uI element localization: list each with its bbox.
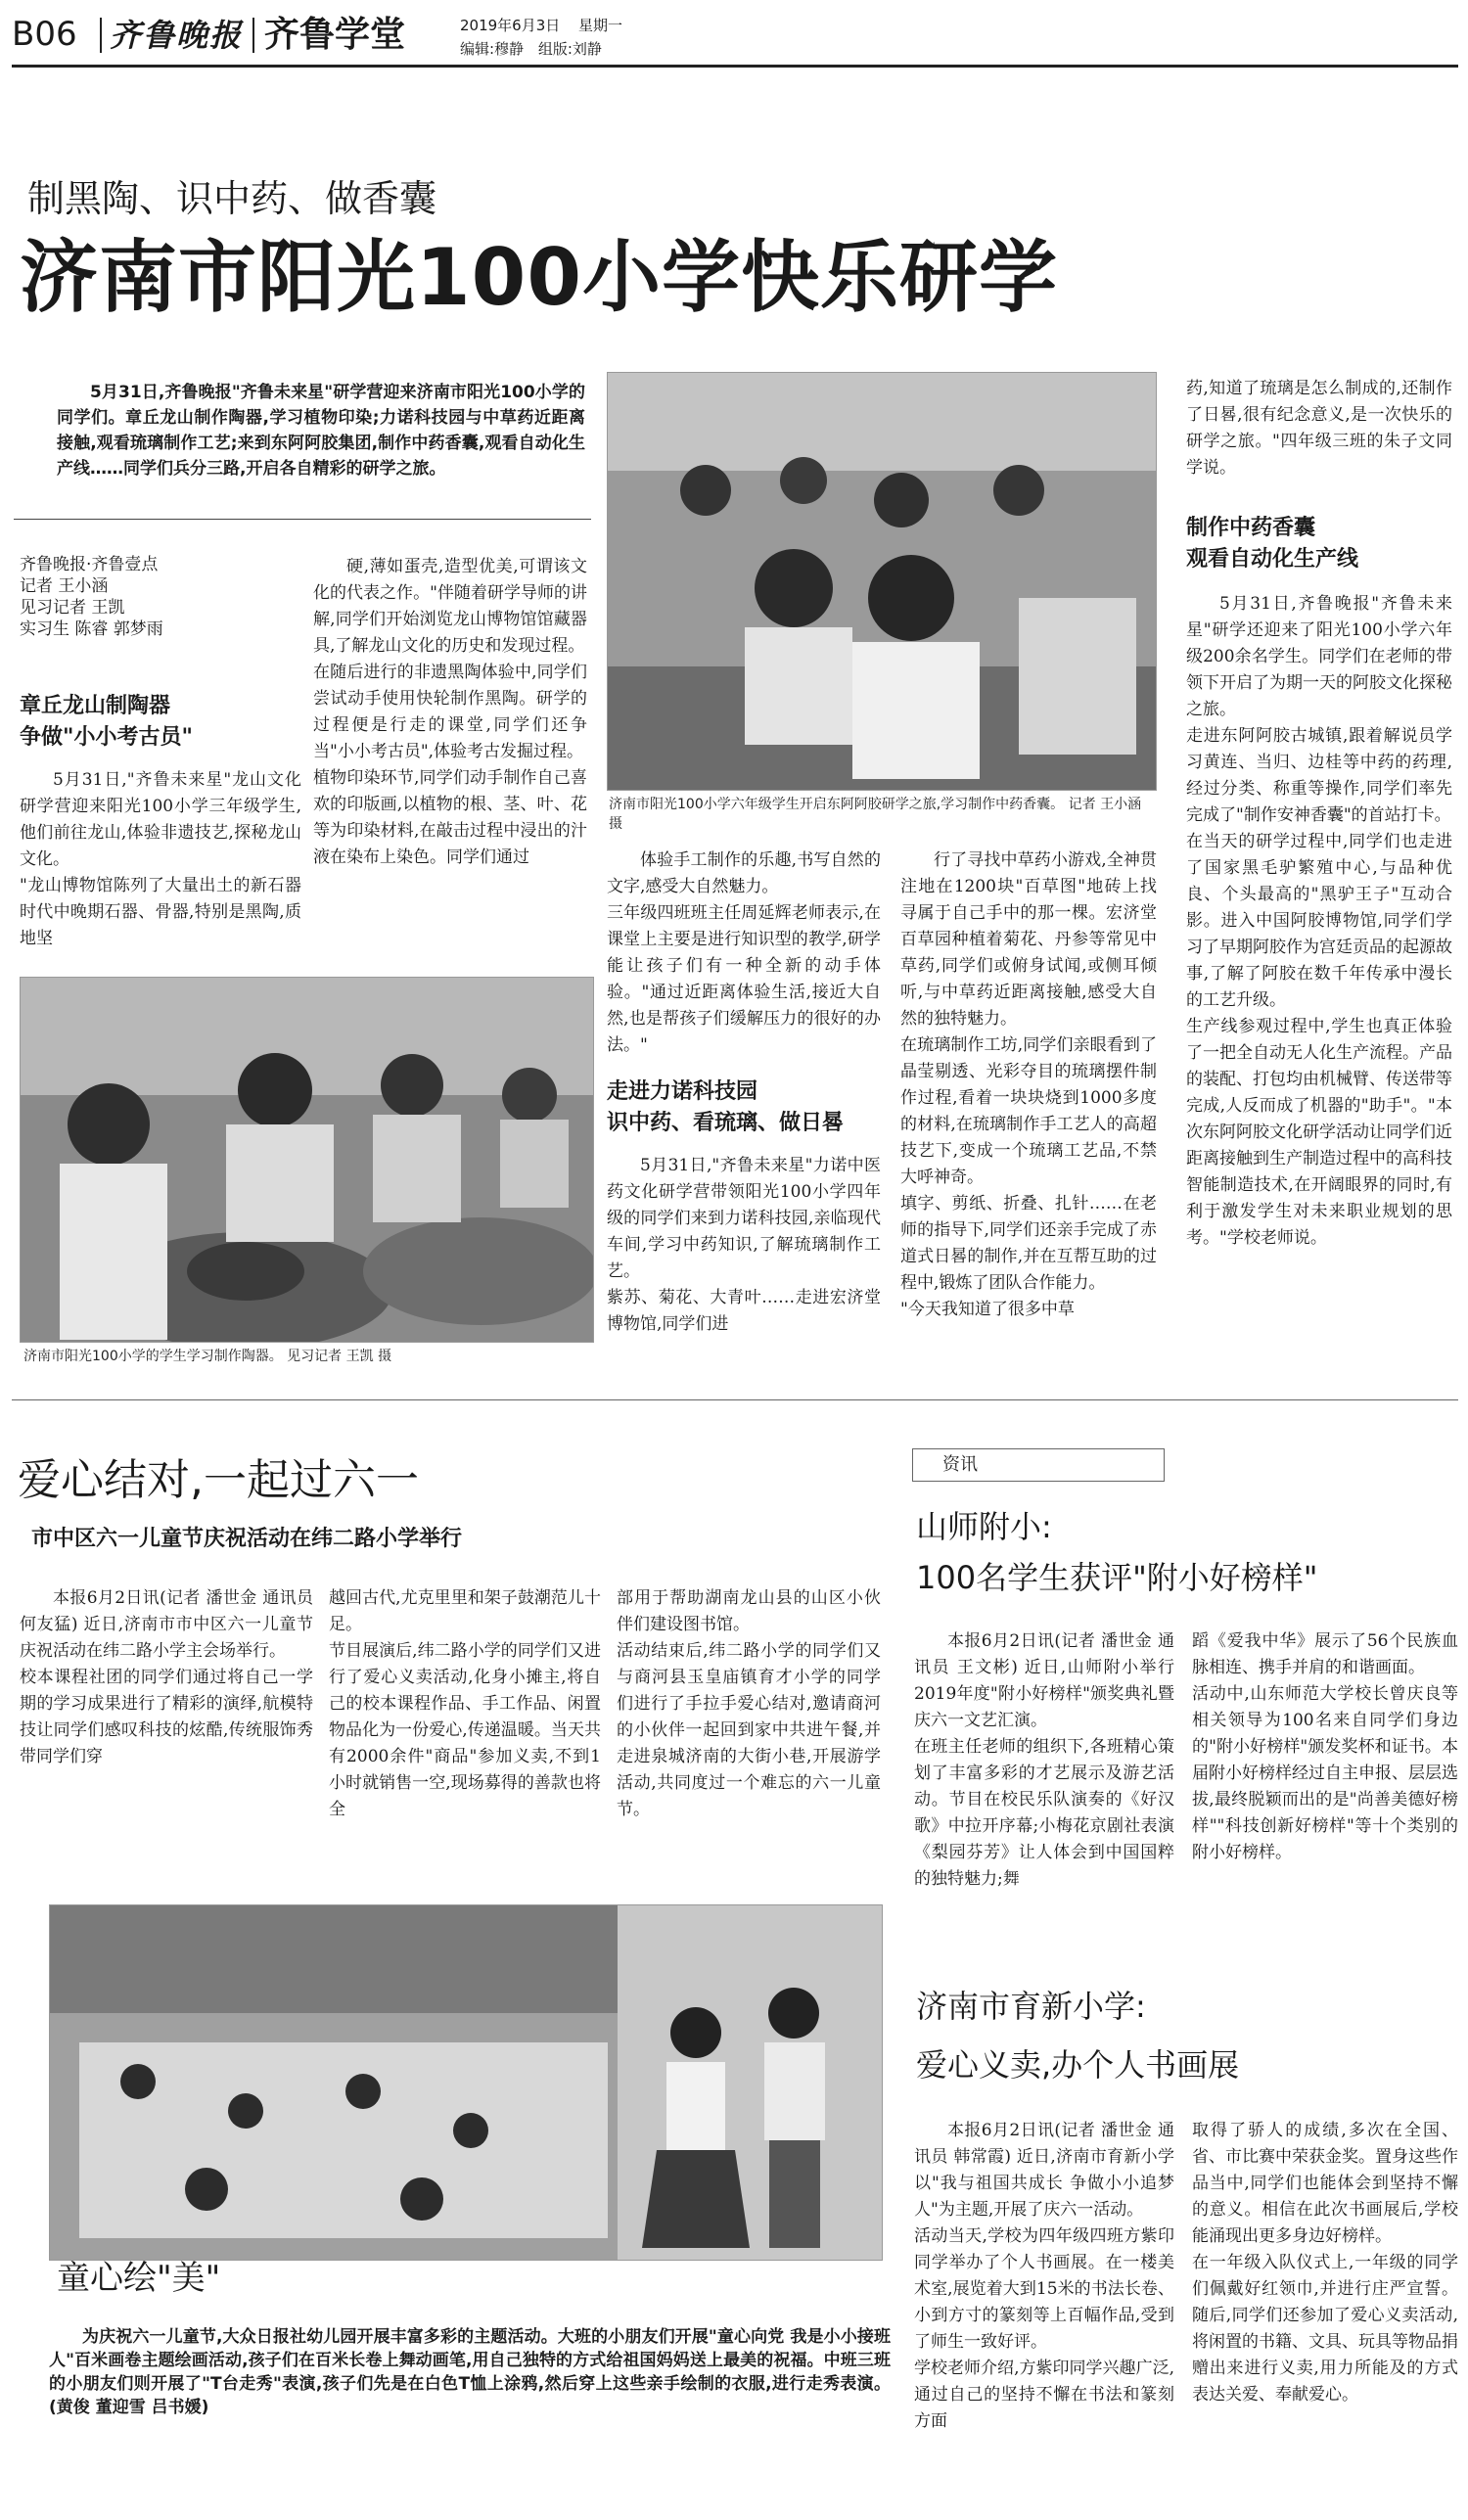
byline: 齐鲁晚报·齐鲁壹点 记者 王小涵 见习记者 王凯 实习生 陈睿 郭梦雨 (20, 555, 163, 639)
col5a-body: 药,知道了琉璃是怎么制成的,还制作了日晷,很有纪念意义,是一次快乐的研学之旅。"四年级三班的朱子文同学说。 (1186, 379, 1452, 478)
story2-col2: 越回古代,尤克里里和架子鼓潮范儿十足。 节目展演后,纬二路小学的同学们又进行了爱心义卖活动,化身小摊主,将自己的校本课程作品、手工作品、闲置物品化为一份爱心,传递温暖。当天共有2000余件"商品"参加义卖,不到1小时就销售一空,现场募得的善款也将全 (329, 1588, 601, 1819)
editor: 编辑:穆静 (460, 40, 525, 58)
news1-col1: 本报6月2日讯(记者 潘世金 通讯员 王文彬) 近日,山师附小举行2019年度"附小好榜样"颁奖典礼暨庆六一文艺汇演。 在班主任老师的组织下,各班精心策划了丰富多彩的才艺展示及游艺活动。节目在校民乐队演奏的《好汉歌》中拉开序幕;小梅花京剧社表演《梨园芬芳》让人体会到中国国粹的独特魅力;舞 (914, 1631, 1174, 1889)
sachet-photo-image (608, 373, 1156, 790)
date: 2019年6月3日 (460, 17, 561, 34)
news1-col2: 蹈《爱我中华》展示了56个民族血脉相连、携手并肩的和谐画面。 活动中,山东师范大学校长曾庆良等相关领导为100名来自同学们身边的"附小好榜样"颁发奖杯和证书。本届附小好榜样经过自主申报、层层选拔,最终脱颖而出的是"尚善美德好榜样""科技创新好榜样"等十个类别的附小好榜样。 (1192, 1631, 1458, 1862)
photo-painting (49, 1904, 883, 2261)
story2-col3: 部用于帮助湖南龙山县的山区小伙伴们建设图书馆。 活动结束后,纬二路小学的同学们又与商河县玉皇庙镇育才小学的同学们进行了手拉手爱心结对,邀请商河的小伙伴一起回到家中共进午餐,并走进泉城济南的大街小巷,开展游学活动,共同度过一个难忘的六一儿童节。 (617, 1588, 881, 1819)
news-label-box (912, 1448, 1165, 1482)
weekday: 星期一 (578, 17, 623, 34)
header-divider (252, 18, 254, 53)
photo-sachet (607, 372, 1157, 791)
subhead-lino: 走进力诺科技园 识中药、看琉璃、做日晷 (607, 1079, 845, 1135)
header-rule (12, 65, 1458, 68)
editor-credits (460, 39, 602, 59)
pottery-photo-image (21, 978, 593, 1342)
news-label: 资讯 (942, 1454, 978, 1475)
col3b-body: 5月31日,"齐鲁未来星"力诺中医药文化研学营带领阳光100小学四年级的同学们来到力诺科技园,亲临现代车间,学习中药知识,了解琉璃制作工艺。 紫苏、菊花、大青叶……走进宏济堂博物馆,同学们进 (607, 1156, 881, 1334)
col1-body: 5月31日,"齐鲁未来星"龙山文化研学营迎来阳光100小学三年级学生,他们前往龙山,体验非遗技艺,探秘龙山文化。 "龙山博物馆陈列了大量出土的新石器时代中晚期石器、骨器,特别是黑陶,质地坚 (20, 770, 301, 948)
kicker: 制黑陶、识中药、做香囊 (27, 177, 437, 220)
layout-editor: 组版:刘静 (537, 40, 602, 58)
story2-subhead: 市中区六一儿童节庆祝活动在纬二路小学举行 (31, 1527, 463, 1551)
intro-text: 5月31日,齐鲁晚报"齐鲁未来星"研学营迎来济南市阳光100小学的同学们。章丘龙山制作陶器,学习植物印染;力诺科技园与中草药近距离接触,观看琉璃制作工艺;来到东阿阿胶集团,制作中药香囊,观看自动化生产线……同学们兵分三路,开启各自精彩的研学之旅。 (57, 383, 585, 479)
story2-headline: 爱心结对,一起过六一 (18, 1455, 419, 1505)
news1-title-line2: 100名学生获评"附小好榜样" (916, 1559, 1318, 1596)
col2-body: 硬,薄如蛋壳,造型优美,可谓该文化的代表之作。"伴随着研学导师的讲解,同学们开始浏览龙山博物馆馆藏器具,了解龙山文化的历史和发现过程。 在随后进行的非遗黑陶体验中,同学们尝试动手使用快轮制作黑陶。研学的过程便是行走的课堂,同学们还争当"小小考古员",体验考古发掘过程。 植物印染环节,同学们动手制作自己喜欢的印版画,以植物的根、茎、叶、花等为印染材料,在敲击过程中浸出的汁液在染布上染色。同学们通过 (313, 557, 587, 867)
photo-sachet-caption: 济南市阳光100小学六年级学生开启东阿阿胶研学之旅,学习制作中药香囊。 记者 王小涵 摄 (609, 797, 1142, 832)
story2-col1: 本报6月2日讯(记者 潘世金 通讯员 何友猛) 近日,济南市市中区六一儿童节庆祝活动在纬二路小学主会场举行。 校本课程社团的同学们通过将自己一学期的学习成果进行了精彩的演绎,航模特技让同学们感叹科技的炫酷,传统服饰秀带同学们穿 (20, 1588, 313, 1766)
story3-headline: 童心绘"美" (57, 2259, 221, 2298)
news2-title-line2: 爱心义卖,办个人书画展 (916, 2046, 1240, 2084)
newspaper-logo: 齐鲁晚报 (110, 17, 244, 54)
subhead-longshan: 章丘龙山制陶器 争做"小小考古员" (20, 694, 193, 750)
col4-body: 行了寻找中草药小游戏,全神贯注地在1200块"百草图"地砖上找寻属于自己手中的那一棵。宏济堂百草园种植着菊花、丹参等常见中草药,同学们或俯身试闻,或侧耳倾听,与中草药近距离接触,感受大自然的独特魅力。 在琉璃制作工坊,同学们亲眼看到了晶莹剔透、光彩夺目的琉璃摆件制作过程,看着一块块烧到1000多度的材料,在琉璃制作手工艺人的高超技艺下,变成一个琉璃工艺品,不禁大呼神奇。 填字、剪纸、折叠、扎针……在老师的指导下,同学们还亲手完成了赤道式日晷的制作,并在互帮互助的过程中,锻炼了团队合作能力。 "今天我知道了很多中草 (900, 850, 1157, 1319)
header-divider (100, 18, 102, 53)
painting-photo-image (50, 1905, 882, 2260)
story3-text: 为庆祝六一儿童节,大众日报社幼儿园开展丰富多彩的主题活动。大班的小朋友们开展"童心向党 我是小小接班人"百米画卷主题绘画活动,孩子们在百米长卷上舞动画笔,用自己独特的方式给祖国妈妈送上最美的祝福。中班三班的小朋友们则开展了"T台走秀"表演,孩子们先是在白色T恤上涂鸦,然后穿上这些亲手绘制的衣服,进行走秀表演。(黄俊 董迎雪 吕书媛) (49, 2327, 891, 2417)
news2-col2: 取得了骄人的成绩,多次在全国、省、市比赛中荣获金奖。置身这些作品当中,同学们也能体会到坚持不懈的意义。相信在此次书画展后,学校能涌现出更多身边好榜样。 在一年级入队仪式上,一年级的同学们佩戴好红领巾,并进行庄严宣誓。随后,同学们还参加了爱心义卖活动,将闲置的书籍、文具、玩具等物品捐赠出来进行义卖,用力所能及的方式表达关爱、奉献爱心。 (1192, 2121, 1458, 2405)
page-number: B06 (12, 15, 77, 54)
news2-title-line1: 济南市育新小学: (916, 1988, 1146, 2025)
news2-col1: 本报6月2日讯(记者 潘世金 通讯员 韩常霞) 近日,济南市育新小学以"我与祖国共成长 争做小小追梦人"为主题,开展了庆六一活动。 活动当天,学校为四年级四班方紫印同学举办了个人书画展。在一楼美术室,展览着大到15米的书法长卷、小到方寸的篆刻等上百幅作品,受到了师生一致好评。 学校老师介绍,方紫印同学兴趣广泛,通过自己的坚持不懈在书法和篆刻方面 (914, 2121, 1174, 2431)
col3-body: 体验手工制作的乐趣,书写自然的文字,感受大自然魅力。 三年级四班班主任周延辉老师表示,在课堂上主要是进行知识型的教学,研学能让孩子们有一种全新的动手体验。"通过近距离体验生活,接近大自然,也是帮孩子们缓解压力的很好的办法。" (607, 850, 881, 1055)
issue-date (460, 16, 622, 35)
photo-pottery (20, 977, 594, 1343)
photo-pottery-caption: 济南市阳光100小学的学生学习制作陶器。 见习记者 王凯 摄 (23, 1349, 392, 1364)
news1-title-line1: 山师附小: (916, 1508, 1052, 1545)
col5b-body: 5月31日,齐鲁晚报"齐鲁未来星"研学还迎来了阳光100小学六年级200余名学生。同学们在老师的带领下开启了为期一天的阿胶文化探秘之旅。 走进东阿阿胶古城镇,跟着解说员学习黄连、当归、边桂等中药的药理,经过分类、称重等操作,同学们率先完成了"制作安神香囊"的首站打卡。 在当天的研学过程中,同学们也走进了国家黑毛驴繁殖中心,与品种优良、个头最高的"黑驴王子"互动合影。进入中国阿胶博物馆,同学们学习了早期阿胶作为宫廷贡品的起源故事,了解了阿胶在数千年传承中漫长的工艺升级。 生产线参观过程中,学生也真正体验了一把全自动无人化生产流程。产品的装配、打包均由机械臂、传送带等完成,人反而成了机器的"助手"。"本次东阿阿胶文化研学活动让同学们近距离接触到生产制造过程中的高科技智能制造技术,在开阔眼界的同时,有利于激发学生对未来职业规划的思考。"学校老师说。 (1186, 594, 1452, 1248)
headline: 济南市阳光100小学快乐研学 (20, 232, 1058, 323)
subhead-ejiao: 制作中药香囊 观看自动化生产线 (1186, 516, 1359, 572)
intro-rule (14, 519, 591, 520)
section-rule (12, 1399, 1458, 1400)
section-title: 齐鲁学堂 (264, 15, 406, 55)
